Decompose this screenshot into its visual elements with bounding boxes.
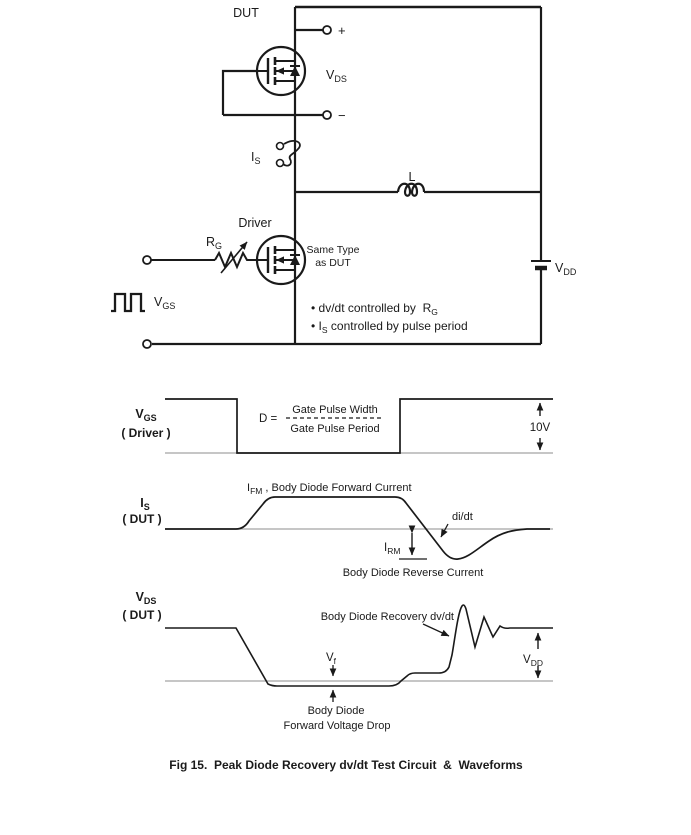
same-type-line2: as DUT [315, 257, 351, 269]
inductor-label: L [408, 170, 416, 184]
recovery-annotation: Body Diode Recovery dv/dt [320, 611, 454, 623]
probe-lead-circle-top [277, 143, 284, 150]
source-return-terminal-circle [143, 340, 151, 348]
figure-caption: Fig 15. Peak Diode Recovery dv/dt Test Circuit & Waveforms [169, 758, 523, 772]
vdd-supply-label: $V_{DD}$ [555, 261, 577, 277]
minus-sign: − [338, 108, 346, 123]
probe-lead-circle-bottom [277, 160, 284, 167]
same-type-line1: Same Type [306, 244, 360, 256]
vgs-source-label: $V_{GS}$ [154, 295, 176, 311]
dut-mosfet-symbol [257, 47, 305, 95]
vds-waveform [122, 590, 553, 732]
vdd-level-annotation: $V_{DD}$ [523, 654, 543, 668]
inductor-coil [398, 184, 424, 196]
is-axis-label: $I_S$ [140, 496, 150, 512]
forward-drop-line2: Forward Voltage Drop [283, 720, 391, 732]
plus-sign: + [338, 23, 346, 38]
didt-annotation: di/dt [452, 511, 473, 523]
is-label: $I_S$ [251, 150, 261, 166]
didt-pointer-arrow [441, 524, 448, 537]
driver-mosfet-symbol [257, 236, 305, 284]
duty-cycle-numerator: Gate Pulse Width [292, 404, 378, 416]
test-circuit [111, 6, 577, 348]
is-trace [165, 497, 550, 559]
ifm-annotation: $I_{FM}$ , Body Diode Forward Current [247, 482, 412, 496]
vds-label: $V_{DS}$ [326, 68, 347, 84]
duty-cycle-denominator: Gate Pulse Period [290, 423, 380, 435]
vgs-axis-label: $V_{GS}$ [135, 407, 157, 423]
note-dvdt: • dv/dt controlled by $R_G$ [311, 301, 438, 317]
vgs-waveform [121, 399, 553, 453]
vf-annotation: $V_f$ [325, 652, 337, 666]
driver-label: Driver [238, 216, 272, 230]
duty-cycle-lhs: D = [259, 413, 278, 425]
dut-label: DUT [233, 6, 259, 20]
rg-variable-arrow [221, 242, 247, 273]
is-waveform [122, 482, 553, 579]
gate-input-terminal-circle [143, 256, 151, 264]
rg-label: $R_G$ [206, 235, 223, 251]
recovery-pointer-arrow [423, 624, 449, 636]
minus-terminal-circle [323, 111, 331, 119]
is-axis-sublabel: ( DUT ) [122, 512, 162, 526]
pulse-train-icon [111, 294, 145, 311]
forward-drop-line1: Body Diode [307, 705, 365, 717]
plus-terminal-circle [323, 26, 331, 34]
vgs-axis-sublabel: ( Driver ) [121, 426, 171, 440]
reverse-current-annotation: Body Diode Reverse Current [342, 567, 484, 579]
vds-axis-sublabel: ( DUT ) [122, 608, 162, 622]
irm-annotation: $I_{RM}$ [384, 542, 401, 556]
amplitude-value: 10V [529, 422, 551, 434]
current-probe-loop [283, 141, 300, 166]
vds-axis-label: $V_{DS}$ [135, 590, 157, 606]
note-is: • $I_S$ controlled by pulse period [311, 319, 468, 335]
